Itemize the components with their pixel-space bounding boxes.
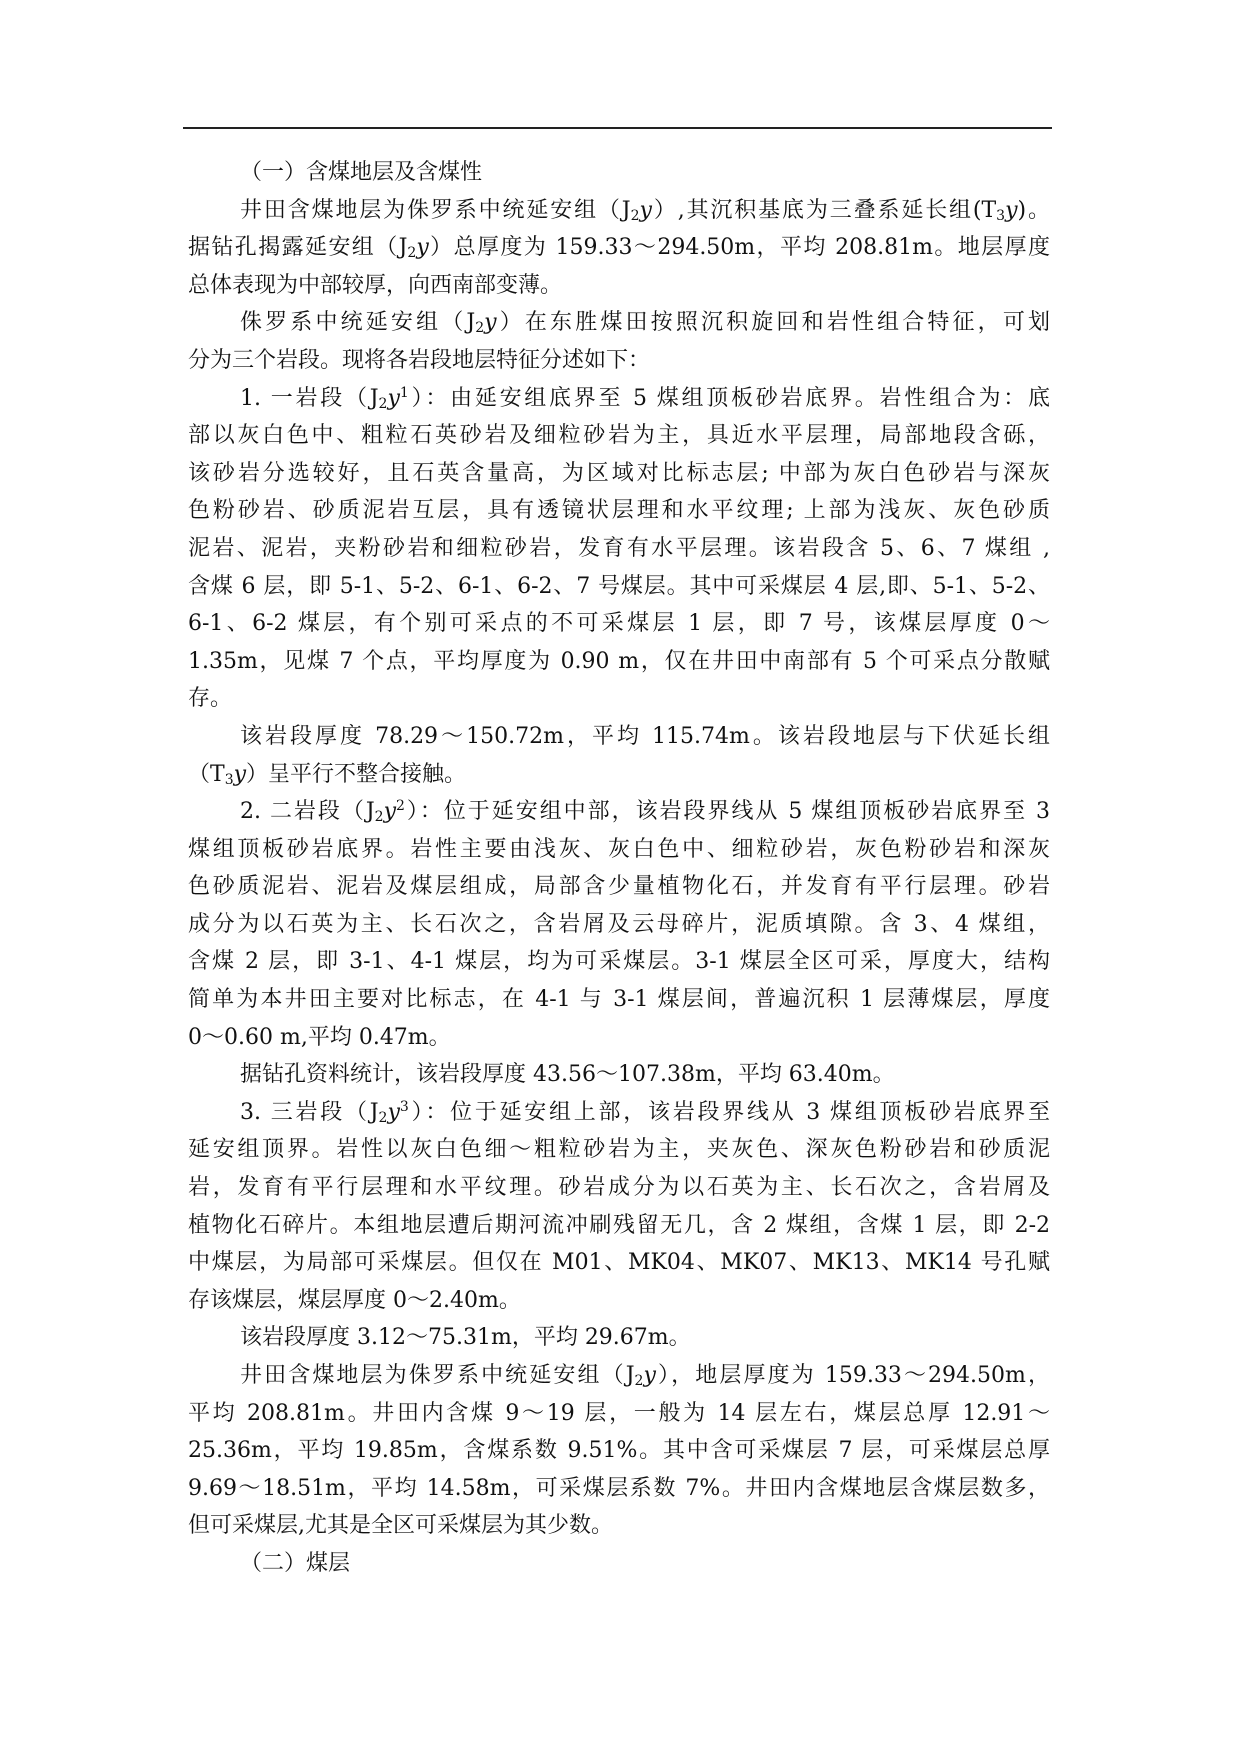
text-line: 25.36m，平均 19.85m，含煤系数 9.51%。其中含可采煤层 7 层，可采煤层总厚: [188, 1438, 1050, 1464]
document-body: [188, 154, 1050, 1583]
section-heading-1: （一）含煤地层及含煤性: [240, 160, 483, 185]
text-line: $(T_3y)$呈平行不整合接触。: [188, 761, 467, 788]
text-line: 煤组顶板砂岩底界。岩性主要由浅灰、灰白色中、细粒砂岩，灰色粉砂岩和深灰: [188, 836, 1050, 862]
text-line: 成分为以石英为主、长石次之，含岩屑及云母碎片，泥质填隙。含 3、4 煤组，: [188, 911, 1050, 937]
text-line: 含煤 2 层，即 3-1、4-1 煤层，均为可采煤层。3-1 煤层全区可采，厚度大，结构: [188, 949, 1050, 975]
text-line: 延安组顶界。岩性以灰白色细～粗粒砂岩为主，夹灰色、深灰色粉砂岩和砂质泥: [188, 1137, 1050, 1163]
text-line: 平均 208.81m。井田内含煤 9～19 层，一般为 14 层左右，煤层总厚 12.91～: [188, 1400, 1050, 1426]
text-line: 据钻孔资料统计，该岩段厚度 43.56～107.38m，平均 63.40m。: [240, 1062, 895, 1088]
text-line: 据钻孔揭露延安组$(J_2y)$总厚度为 159.33～294.50m，平均 208.81m。地层厚度: [188, 235, 1050, 262]
text-line: 色粉砂岩、砂质泥岩互层，具有透镜状层理和水平纹理; 上部为浅灰、灰色砂质: [188, 498, 1050, 524]
text-line: 但可采煤层,尤其是全区可采煤层为其少数。: [188, 1513, 613, 1539]
text-line: 泥岩、泥岩，夹粉砂岩和细粒砂岩，发育有水平层理。该岩段含 5、6、7 煤组 ,: [188, 535, 1050, 561]
text-line: 该岩段厚度 3.12～75.31m，平均 29.67m。: [240, 1325, 691, 1351]
text-line: 分为三个岩段。现将各岩段地层特征分述如下：: [188, 347, 651, 373]
text-line: 简单为本井田主要对比标志，在 4-1 与 3-1 煤层间，普遍沉积 1 层薄煤层，厚度: [188, 987, 1050, 1013]
text-line: 1.35m，见煤 7 个点，平均厚度为 0.90 m，仅在井田中南部有 5 个可采点分散赋: [188, 648, 1050, 674]
text-line: 0～0.60 m,平均 0.47m。: [188, 1024, 451, 1050]
text-line: 井田含煤地层为侏罗系中统延安组$(J_2y)$,其沉积基底为三叠系延长组$(T_3y)$。: [240, 197, 1050, 224]
text-line: 存。: [188, 686, 233, 712]
text-line: 含煤 6 层，即 5-1、5-2、6-1、6-2、7 号煤层。其中可采煤层 4 层,即、5-1、5-2、: [188, 573, 1050, 599]
text-line: 部以灰白色中、粗粒石英砂岩及细粒砂岩为主，具近水平层理，局部地段含砾，: [188, 423, 1050, 449]
text-line: 该岩段厚度 78.29～150.72m，平均 115.74m。该岩段地层与下伏延长组: [240, 723, 1050, 749]
section-heading-2: （二）煤层: [240, 1550, 351, 1576]
text-line: 存该煤层，煤层厚度 0～2.40m。: [188, 1287, 521, 1313]
text-line: 侏罗系中统延安组$(J_2y)$在东胜煤田按照沉积旋回和岩性组合特征，可划: [240, 310, 1050, 337]
text-line: 中煤层，为局部可采煤层。但仅在 M01、MK04、MK07、MK13、MK14 号孔赋: [188, 1250, 1050, 1276]
text-line: 3. 三岩段$(J_2y^3)$：位于延安组上部，该岩段界线从 3 煤组顶板砂岩底界至: [240, 1098, 1050, 1126]
text-line: 井田含煤地层为侏罗系中统延安组$(J_2y)$，地层厚度为 159.33～294.50m，: [240, 1363, 1051, 1389]
text-line: 植物化石碎片。本组地层遭后期河流冲刷残留无几，含 2 煤组，含煤 1 层，即 2-2: [188, 1212, 1050, 1238]
text-line: 岩，发育有平行层理和水平纹理。砂岩成分为以石英为主、长石次之，含岩屑及: [188, 1175, 1050, 1201]
text-line: 2. 二岩段$(J_2y^2)$：位于延安组中部，该岩段界线从 5 煤组顶板砂岩底界至 3: [240, 798, 1050, 826]
text-line: 总体表现为中部较厚，向西南部变薄。: [188, 272, 563, 298]
header-rule: [183, 127, 1052, 129]
text-line: 色砂质泥岩、泥岩及煤层组成，局部含少量植物化石，并发育有平行层理。砂岩: [188, 874, 1050, 900]
text-line: 9.69～18.51m，平均 14.58m，可采煤层系数 7%。井田内含煤地层含煤层数多，: [188, 1475, 1050, 1501]
text-line: 该砂岩分选较好，且石英含量高，为区域对比标志层; 中部为灰白色砂岩与深灰: [188, 460, 1050, 486]
text-line: 6-1、6-2 煤层，有个别可采点的不可采煤层 1 层，即 7 号，该煤层厚度 0～: [188, 611, 1050, 637]
text-line: 1. 一岩段$(J_2y^1)$：由延安组底界至 5 煤组顶板砂岩底界。岩性组合为：底: [240, 384, 1050, 412]
